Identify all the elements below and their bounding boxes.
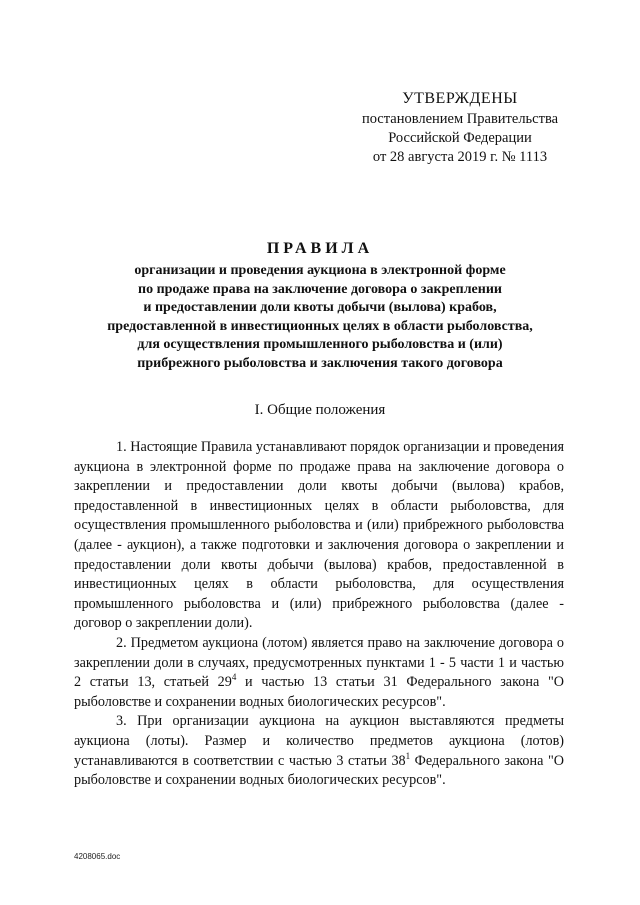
approval-heading: УТВЕРЖДЕНЫ [402, 90, 518, 107]
paragraph-3-superscript: 1 [405, 750, 411, 761]
approval-line-1: постановлением Правительства [361, 111, 559, 127]
approval-stamp [330, 88, 590, 167]
paragraph-3-text-b: Федерального закона "О рыболовстве и сохранении водных биологических ресурсов". [74, 752, 564, 789]
paragraph-2-text-a: 2. Предметом аукциона (лотом) является право на заключение договора о закреплении доли в случаях, предусмотренных пунктами 1 - 5 части 1 и частью 2 статьи 13, статьей 29 [74, 634, 564, 691]
document-title [60, 238, 580, 373]
section-heading: I. Общие положения [254, 402, 386, 418]
title-sub-line-3: и предоставлении доли квоты добычи (вылова) крабов, [143, 300, 497, 315]
paragraph-2-text-b: и частью 13 статьи 31 Федерального закона "О рыболовстве и сохранении водных биологических ресурсов". [74, 674, 564, 710]
paragraph-3 [74, 712, 564, 790]
title-subtitle [60, 262, 580, 373]
paragraph-2 [74, 634, 564, 712]
title-sub-line-4: предоставленной в инвестиционных целях в области рыболовства, [107, 318, 533, 334]
footer-doc-id: 4208065.doc [74, 852, 121, 861]
approval-line-2: Российской Федерации [388, 130, 532, 146]
title-sub-line-6: прибрежного рыболовства и заключения такого договора [137, 355, 503, 371]
paragraph-3-text-a: 3. При организации аукциона на аукцион выставляются предметы аукциона (лоты). Размер и количество предметов аукциона (лотов) устанавливаются в соответствии с частью 3 статьи 38 [74, 713, 564, 769]
approval-line-3: от 28 августа 2019 г. № 1113 [372, 149, 548, 165]
title-sub-line-5: для осуществления промышленного рыболовства и (или) [137, 337, 503, 352]
title-main: ПРАВИЛА [266, 240, 374, 257]
title-sub-line-2: по продаже права на заключение договора о закреплении [138, 281, 502, 297]
paragraph-2-superscript: 4 [231, 672, 237, 683]
paragraph-1: 1. Настоящие Правила устанавливают порядок организации и проведения аукциона в электронной форме по продаже права на заключение договора о закреплении и предоставлении доли квоты добычи (вылова) крабов, предоставленной в инвестиционных целях в области рыболовства, для осуществления промышленного рыболовства и (или) прибрежного рыболовства (далее - аукцион), а также подготовки и заключения договора о закреплении и предоставлении доли квоты добычи (вылова) крабов, предоставленной в инвестиционных целях в области рыболовства, для осуществления промышленного рыболовства и (или) прибрежного рыболовства (далее - договор о закреплении доли). [74, 439, 564, 632]
document-body [74, 438, 564, 791]
title-sub-line-1: организации и проведения аукциона в электронной форме [134, 263, 506, 278]
